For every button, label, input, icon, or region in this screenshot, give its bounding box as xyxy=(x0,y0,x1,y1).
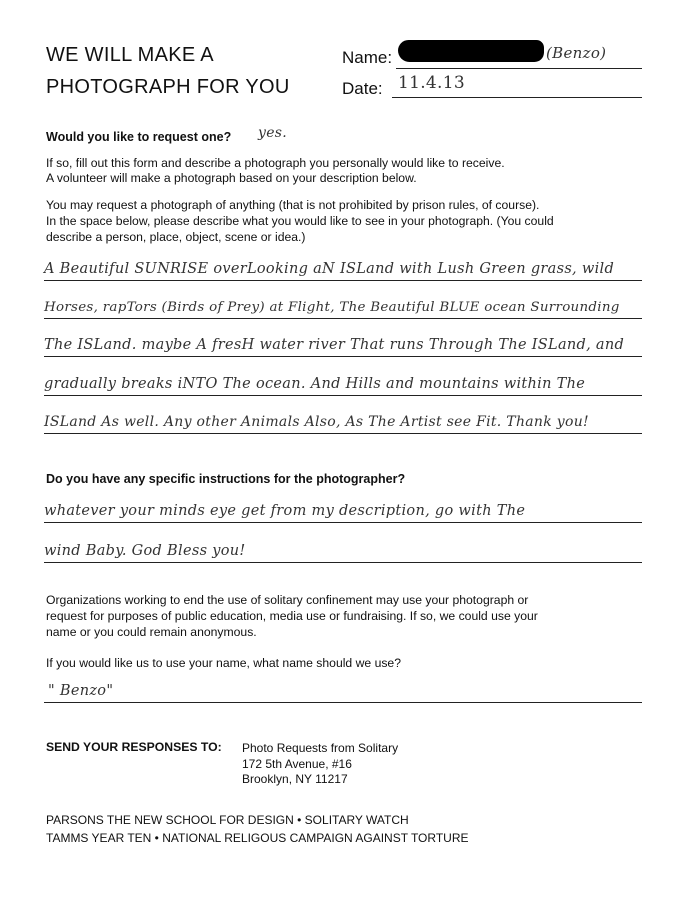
description-rule xyxy=(44,280,642,281)
description-rule xyxy=(44,433,642,434)
instructions-rule xyxy=(44,562,642,563)
description-rule xyxy=(44,356,642,357)
date-value: 11.4.13 xyxy=(398,73,465,93)
instructions-line-2: In the space below, please describe what you would like to see in your photograph. (You could xyxy=(46,214,554,228)
description-text: The ISLand. maybe A fresH water river That runs Through The ISLand, and xyxy=(44,337,625,353)
footer-line-1: PARSONS THE NEW SCHOOL FOR DESIGN • SOLITARY WATCH xyxy=(46,813,409,827)
organizations-line-1: Organizations working to end the use of solitary confinement may use your photograph or xyxy=(46,593,529,607)
date-label: Date: xyxy=(342,79,383,98)
description-text: A Beautiful SUNRISE overLooking aN ISLand with Lush Green grass, wild xyxy=(44,261,615,277)
address-line-3: Brooklyn, NY 11217 xyxy=(242,772,348,786)
instructions-line[interactable] xyxy=(44,540,642,562)
instructions-line-1: You may request a photograph of anything (that is not prohibited by prison rules, of course). xyxy=(46,198,540,212)
form-title-line-1: WE WILL MAKE A xyxy=(46,44,214,66)
send-label: SEND YOUR RESPONSES TO: xyxy=(46,740,222,754)
form-title-line-2: PHOTOGRAPH FOR YOU xyxy=(46,76,290,98)
request-answer: yes. xyxy=(258,125,288,141)
name-value: (Benzo) xyxy=(546,44,607,62)
organizations-line-2: request for purposes of public education, media use or fundraising. If so, we could use your xyxy=(46,609,538,623)
request-question: Would you like to request one? xyxy=(46,130,232,144)
organizations-line-3: name or you could remain anonymous. xyxy=(46,625,257,639)
instructions-rule xyxy=(44,522,642,523)
description-text: ISLand As well. Any other Animals Also, As The Artist see Fit. Thank you! xyxy=(44,414,589,430)
footer-line-2: TAMMS YEAR TEN • NATIONAL RELIGOUS CAMPAIGN AGAINST TORTURE xyxy=(46,831,469,845)
intro-line-1: If so, fill out this form and describe a photograph you personally would like to receive. xyxy=(46,156,505,170)
description-rule xyxy=(44,318,642,319)
intro-line-2: A volunteer will make a photograph based on your description below. xyxy=(46,171,417,185)
instructions-question: Do you have any specific instructions for the photographer? xyxy=(46,472,406,486)
instructions-text: wind Baby. God Bless you! xyxy=(44,543,246,559)
address-line-1: Photo Requests from Solitary xyxy=(242,741,399,755)
name-use-line[interactable] xyxy=(44,680,642,702)
description-line[interactable] xyxy=(44,296,642,318)
description-line[interactable] xyxy=(44,334,642,356)
description-line[interactable] xyxy=(44,258,642,280)
description-line[interactable] xyxy=(44,373,642,395)
instructions-text: whatever your minds eye get from my description, go with The xyxy=(44,503,526,519)
description-line[interactable] xyxy=(44,411,642,433)
address-line-2: 172 5th Avenue, #16 xyxy=(242,757,352,771)
instructions-line-3: describe a person, place, object, scene or idea.) xyxy=(46,230,306,244)
name-use-rule xyxy=(44,702,642,703)
description-rule xyxy=(44,395,642,396)
date-field-line[interactable] xyxy=(392,97,642,98)
redaction-mark xyxy=(398,40,544,62)
description-text: gradually breaks iNTO The ocean. And Hills and mountains within The xyxy=(44,376,586,392)
name-use-question: If you would like us to use your name, what name should we use? xyxy=(46,656,401,670)
name-use-answer: " Benzo" xyxy=(48,683,114,699)
name-field-line[interactable] xyxy=(396,68,642,69)
instructions-line[interactable] xyxy=(44,500,642,522)
name-label: Name: xyxy=(342,48,393,67)
description-text: Horses, rapTors (Birds of Prey) at Flight, The Beautiful BLUE ocean Surrounding xyxy=(44,300,620,315)
